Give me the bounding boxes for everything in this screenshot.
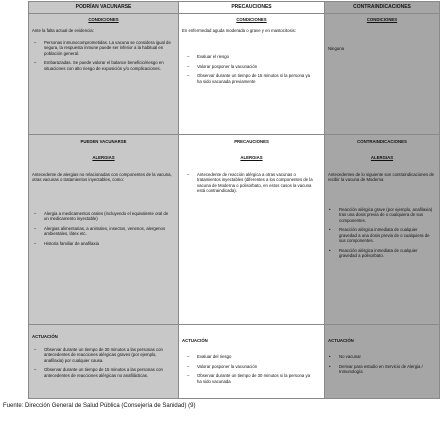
column-podrian-vacunarse bbox=[29, 2, 179, 398]
divider bbox=[325, 134, 439, 135]
section-title: ACTUACIÓN bbox=[32, 334, 58, 339]
list-item: – Evaluar el riesgo bbox=[187, 54, 314, 59]
column-precauciones bbox=[179, 2, 325, 398]
divider bbox=[179, 324, 324, 325]
list-item: – Alergia a medicamentos orales (incluyendo el equivalente oral de un medicamento inyectable) bbox=[34, 211, 172, 222]
section-header: CONTRAINDICACIONES bbox=[357, 139, 407, 144]
section-title: ALERGIAS bbox=[370, 155, 394, 160]
conditions-list bbox=[187, 54, 314, 88]
list-item: – Valorar posponer la vacunación bbox=[187, 64, 314, 69]
action-list bbox=[329, 354, 434, 379]
column-header: PODRÍAN VACUNARSE bbox=[29, 2, 178, 14]
action-list bbox=[187, 354, 314, 388]
list-item: – Alergias alimentarias, a animales, insectos, venenos, alergenos ambientales, látex etc. bbox=[34, 226, 172, 237]
divider bbox=[325, 324, 439, 325]
list-item: • Reacción alérgica inmediata de cualquier gravedad a una dosis previa de o cualquiera de sus componentes. bbox=[329, 227, 434, 243]
section-intro: Antecedente de alergias no relacionadas con componentes de la vacuna, otras vacunas o tratamientos inyectables, como: bbox=[32, 172, 172, 183]
divider bbox=[179, 134, 324, 135]
column-header: CONTRAINDICACIONES bbox=[325, 2, 439, 14]
section-title: CONDICIONES bbox=[88, 17, 119, 22]
section-title: ACTUACIÓN bbox=[182, 338, 208, 343]
allergies-list bbox=[34, 211, 172, 251]
contraindications-list bbox=[329, 207, 434, 263]
list-item: – Observar durante un tiempo de 15 minutos si la persona ya ha sido vacunada previamente bbox=[187, 73, 314, 84]
list-item: – Observar durante un tiempo de 30 minutos si la persona ya ha sido vacunada bbox=[187, 373, 314, 384]
section-title: CONDICIONES bbox=[366, 17, 398, 22]
list-item: • Reacción alérgica grave (por ejemplo, anafilaxia) tras una dosis previa de o cualquiera de sus componentes. bbox=[329, 207, 434, 223]
vaccination-table bbox=[28, 1, 440, 399]
list-item: – Antecedente de reacción alérgica a otras vacunas o tratamientos inyectables (diferentes a los componentes de la vacuna de Moderna o polisorbato, en estos casos la vacuna está contraindicada). bbox=[187, 172, 314, 193]
list-item: – Valorar posponer la vacunación bbox=[187, 364, 314, 369]
list-item: – Historia familiar de anafilaxia bbox=[34, 241, 172, 246]
list-item: – Observar durante un tiempo de 30 minutos a las personas con antecedentes de reacciones alérgicas graves (por ejemplo, anafilaxia) por cualquier causa. bbox=[34, 347, 172, 363]
source-caption: Fuente: Dirección General de Salud Pública (Consejería de Sanidad) (9) bbox=[3, 403, 196, 409]
list-item: • Reacción alérgica inmediata de cualquier gravedad a polisorbato. bbox=[329, 248, 434, 259]
divider bbox=[29, 134, 178, 135]
allergies-list bbox=[187, 172, 314, 198]
list-item: • No vacunar bbox=[329, 354, 434, 359]
section-title: CONDICIONES bbox=[236, 17, 267, 22]
section-intro: En enfermedad aguda moderada o grave y en mastocitosis: bbox=[182, 28, 296, 33]
section-title: ACTUACIÓN bbox=[328, 338, 354, 343]
list-item: – Evaluar del riesgo bbox=[187, 354, 314, 359]
section-text: Ninguna bbox=[328, 46, 345, 51]
section-header: PUEDEN VACUNARSE bbox=[80, 139, 127, 144]
list-item: – Observar durante un tiempo de 15 minutos a las personas con antecedentes de reacciones alérgicas no anafilácticas. bbox=[34, 367, 172, 378]
column-header: PRECAUCIONES bbox=[179, 2, 324, 14]
section-title: ALERGIAS bbox=[240, 155, 263, 160]
action-list bbox=[34, 347, 172, 382]
conditions-list bbox=[34, 40, 172, 75]
list-item: – Embarazadas. Se puede valorar el balance beneficio/riesgo en situaciones con alto riesgo de exposición y/o complicaciones. bbox=[34, 60, 172, 71]
section-intro: Ante la falta actual de evidencia: bbox=[32, 28, 94, 33]
section-title: ALERGIAS bbox=[92, 155, 115, 160]
section-intro: Antecedentes de lo siguiente son contraindicaciones de recibir la vacuna de Moderna bbox=[328, 172, 435, 183]
section-header: PRECAUCIONES bbox=[234, 139, 269, 144]
column-contraindicaciones bbox=[325, 2, 439, 398]
list-item: • Derivar para estudio en Servicio de Alergia / Inmunología bbox=[329, 364, 434, 375]
divider bbox=[29, 324, 178, 325]
list-item: – Personas inmunocomprometidas. La vacuna se considera igual de segura, la respuesta inmune puede ser inferior a la habitual en población general. bbox=[34, 40, 172, 56]
